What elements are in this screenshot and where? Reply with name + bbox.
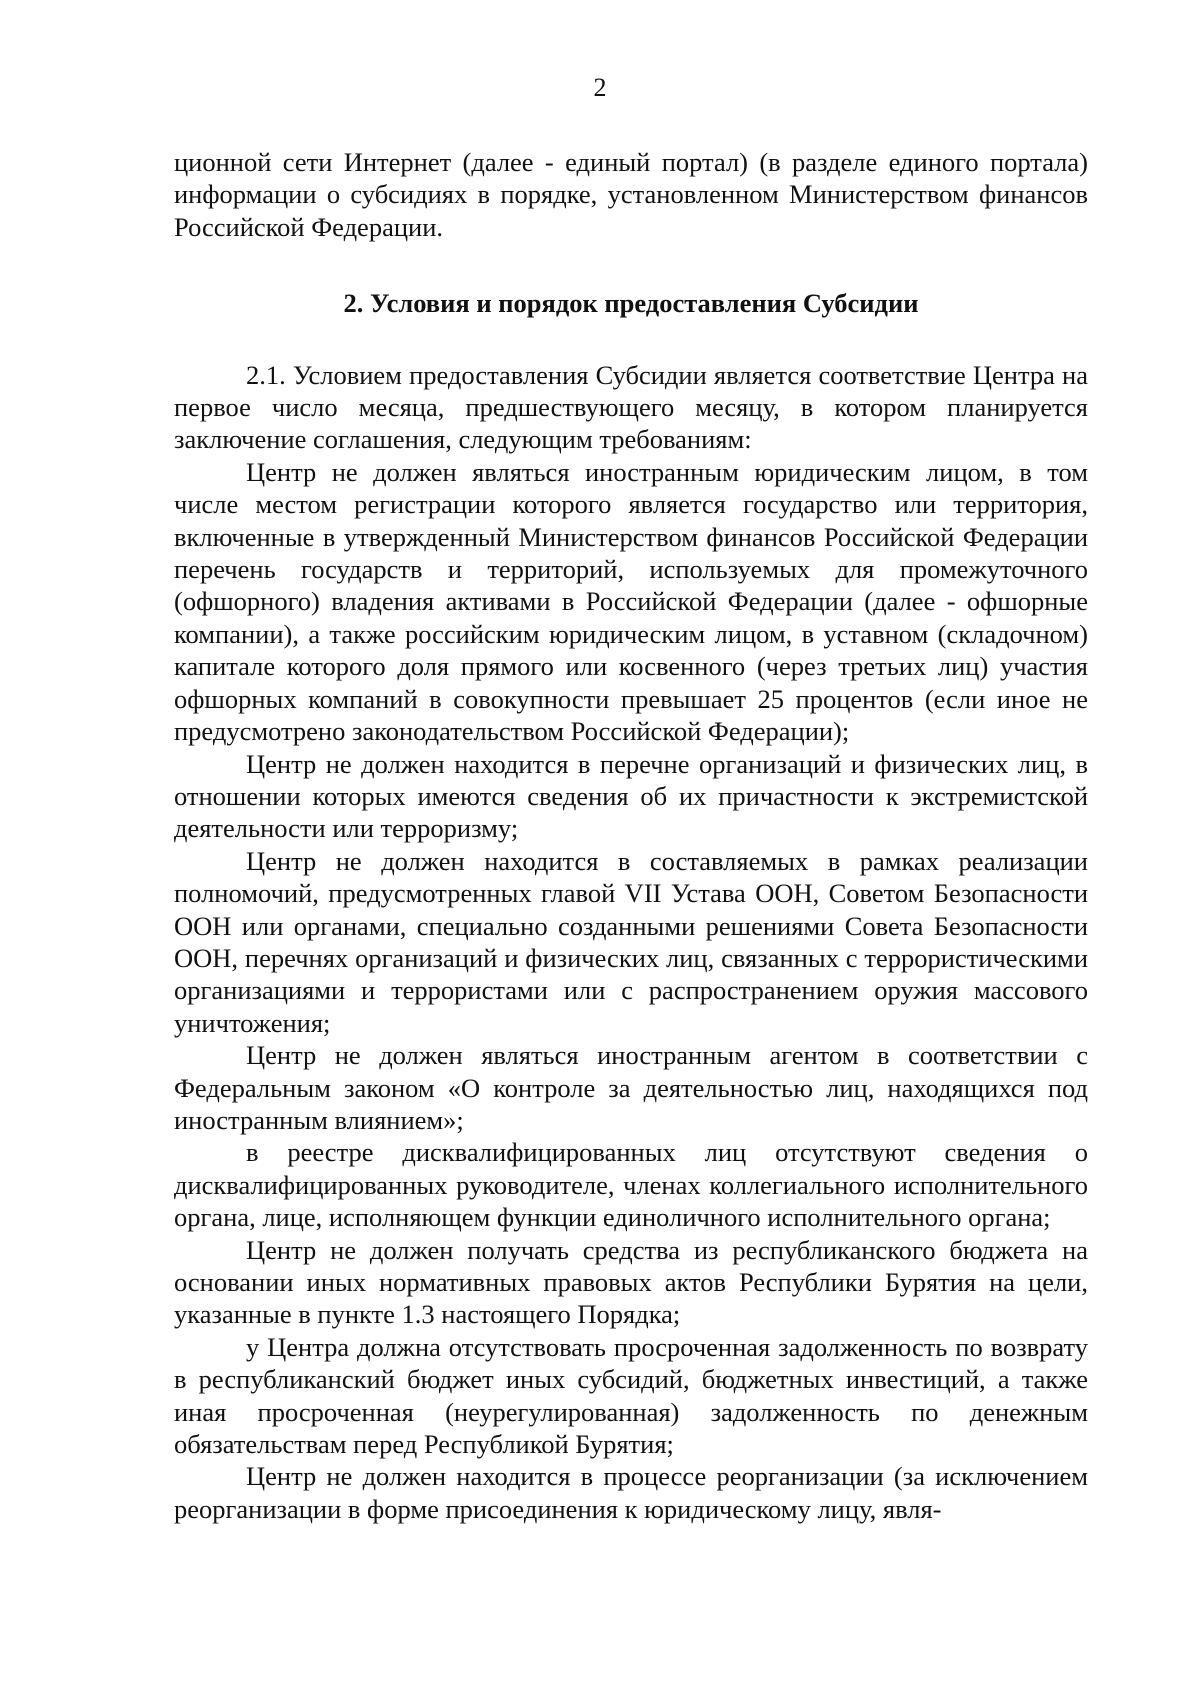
document-body	[174, 146, 1088, 1525]
paragraph-reorganization: Центр не должен находится в процессе реорганизации (за исключением реорганизации в форме присоединения к юридическому лицу, явля-	[174, 1461, 1088, 1524]
page-number: 2	[593, 73, 607, 102]
paragraph-other-budget-funds: Центр не должен получать средства из республиканского бюджета на основании иных нормативных правовых актов Республики Бурятия на цели, указанные в пункте 1.3 настоящего Порядка;	[174, 1234, 1088, 1330]
paragraph-2-1: 2.1. Условием предоставления Субсидии является соответствие Центра на первое число месяца, предшествующего месяцу, в котором планируется заключение соглашения, следующим требованиям:	[174, 359, 1088, 455]
intro-paragraph: ционной сети Интернет (далее - единый портал) (в разделе единого портала) информации о субсидиях в порядке, установленном Министерством финансов Российской Федерации.	[174, 147, 1088, 242]
paragraph-disqualified-persons: в реестре дисквалифицированных лиц отсутствуют сведения о дисквалифицированных руководителе, членах коллегиального исполнительного органа, лице, исполняющем функции единоличного исполнительного органа;	[174, 1137, 1088, 1233]
paragraph-extremism-list: Центр не должен находится в перечне организаций и физических лиц, в отношении которых имеются сведения об их причастности к экстремистской деятельности или терроризму;	[174, 748, 1088, 844]
paragraph-un-sanctions-list: Центр не должен находится в составляемых в рамках реализации полномочий, предусмотренных главой VII Устава ООН, Советом Безопасности ООН или органами, специально созданными решениями Совета Безопасности ООН, перечнях организаций и физических лиц, связанных с террористическими организациями и террористами или с распространением оружия массового уничтожения;	[174, 845, 1088, 1038]
paragraph-foreign-agent: Центр не должен являться иностранным агентом в соответствии с Федеральным законом «О контроле за деятельностью лиц, находящихся под иностранным влиянием»;	[174, 1040, 1088, 1135]
paragraph-overdue-debt: у Центра должна отсутствовать просроченная задолженность по возврату в республиканский бюджет иных субсидий, бюджетных инвестиций, а также иная просроченная (неурегулированная) задолженность по денежным обязательствам перед Республикой Бурятия;	[174, 1331, 1088, 1460]
section-heading: 2. Условия и порядок предоставления Субсидии	[343, 288, 919, 319]
paragraph-offshore-requirement: Центр не должен являться иностранным юридическим лицом, в том числе местом регистрации которого является государство или территория, включенные в утвержденный Министерством финансов Российской Федерации перечень государств и территорий, используемых для промежуточного (офшорного) владения активами в Российской Федерации (далее - офшорные компании), а также российским юридическим лицом, в уставном (складочном) капитале которого доля прямого или косвенного (через третьих лиц) участия офшорных компаний в совокупности превышает 25 процентов (если иное не предусмотрено законодательством Российской Федерации);	[174, 456, 1088, 747]
